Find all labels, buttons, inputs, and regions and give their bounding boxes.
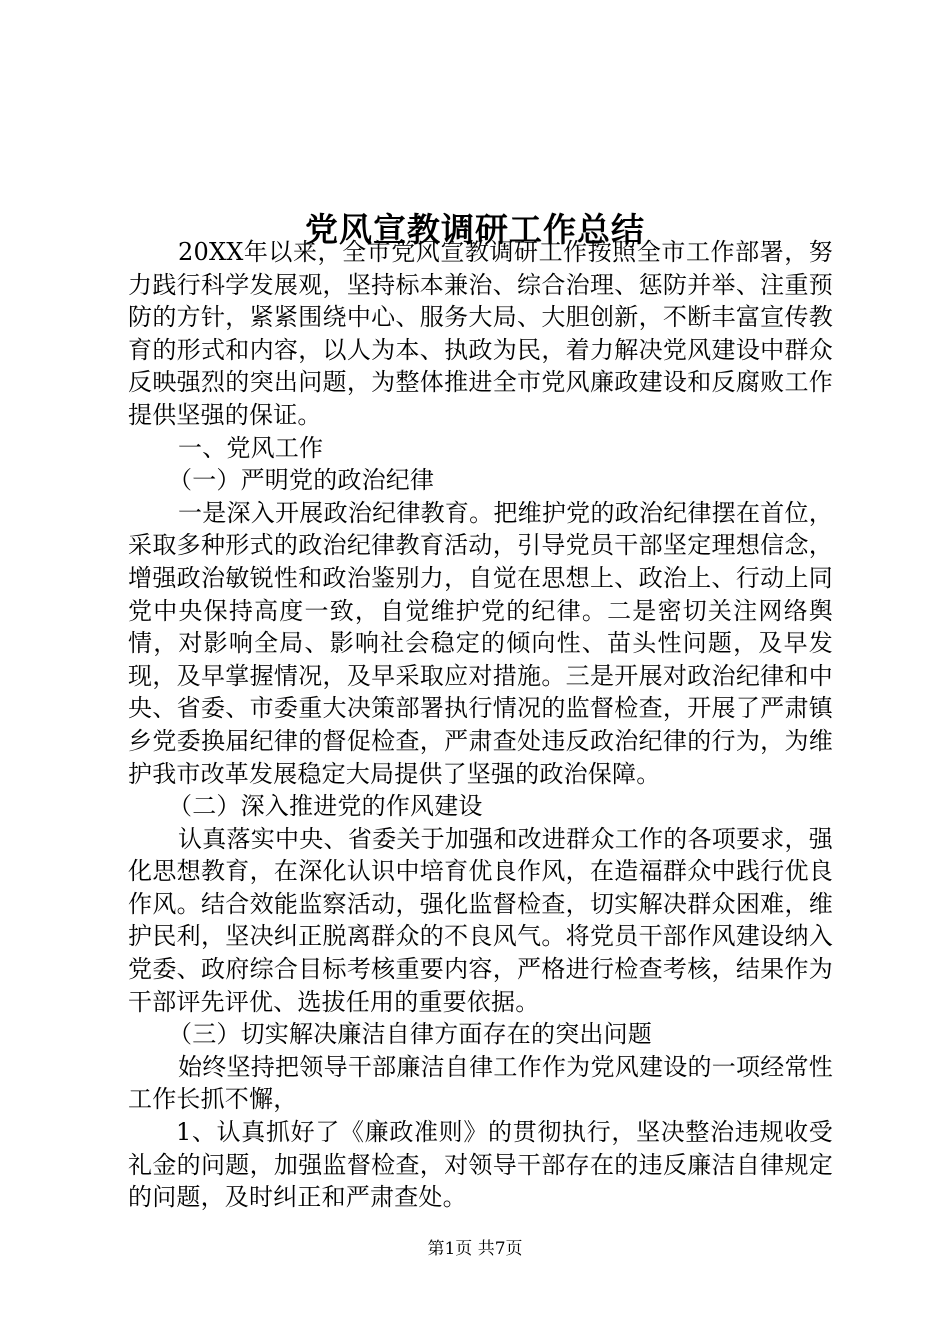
body-paragraph-item-1: 1、认真抓好了《廉政准则》的贯彻执行，坚决整治违规收受礼金的问题，加强监督检查，对领导干部存在的违反廉洁自律规定的问题，及时纠正和严肃查处。 — [128, 1118, 833, 1212]
document-body — [128, 236, 833, 1214]
subsection-heading-work-style: （二）深入推进党的作风建设 — [168, 792, 483, 821]
subsection-heading-integrity: （三）切实解决廉洁自律方面存在的突出问题 — [168, 1020, 652, 1049]
document-title: 党风宣教调研工作总结 — [305, 210, 645, 250]
section-heading-party-work: 一、党风工作 — [178, 433, 324, 462]
body-paragraph-intro: 20XX年以来，全市党风宣教调研工作按照全市工作部署，努力践行科学发展观，坚持标本兼治、综合治理、惩防并举、注重预防的方针，紧紧围绕中心、服务大局、大胆创新，不断丰富宣传教育的形式和内容，以人为本、执政为民，着力解决党风建设中群众反映强烈的突出问题，为整体推进全市党风廉政建设和反腐败工作提供坚强的保证。 — [128, 238, 833, 429]
body-paragraph-work-style: 认真落实中央、省委关于加强和改进群众工作的各项要求，强化思想教育，在深化认识中培育优良作风，在造福群众中践行优良作风。结合效能监察活动，强化监督检查，切实解决群众困难，维护民利，坚决纠正脱离群众的不良风气。将党员干部作风建设纳入党委、政府综合目标考核重要内容，严格进行检查考核，结果作为干部评先评优、选拔任用的重要依据。 — [128, 824, 833, 1016]
page-footer: 第1页 共7页 — [427, 1239, 523, 1259]
subsection-heading-political-discipline: （一）严明党的政治纪律 — [168, 466, 435, 495]
body-paragraph-political-discipline: 一是深入开展政治纪律教育。把维护党的政治纪律摆在首位，采取多种形式的政治纪律教育活动，引导党员干部坚定理想信念，增强政治敏锐性和政治鉴别力，自觉在思想上、政治上、行动上同党中央保持高度一致，自觉维护党的纪律。二是密切关注网络舆情，对影响全局、影响社会稳定的倾向性、苗头性问题，及早发现，及早掌握情况，及早采取应对措施。三是开展对政治纪律和中央、省委、市委重大决策部署执行情况的监督检查，开展了严肃镇乡党委换届纪律的督促检查，严肃查处违反政治纪律的行为，为维护我市改革发展稳定大局提供了坚强的政治保障。 — [128, 498, 833, 788]
body-paragraph-integrity: 始终坚持把领导干部廉洁自律工作作为党风建设的一项经常性工作长抓不懈， — [128, 1052, 833, 1114]
